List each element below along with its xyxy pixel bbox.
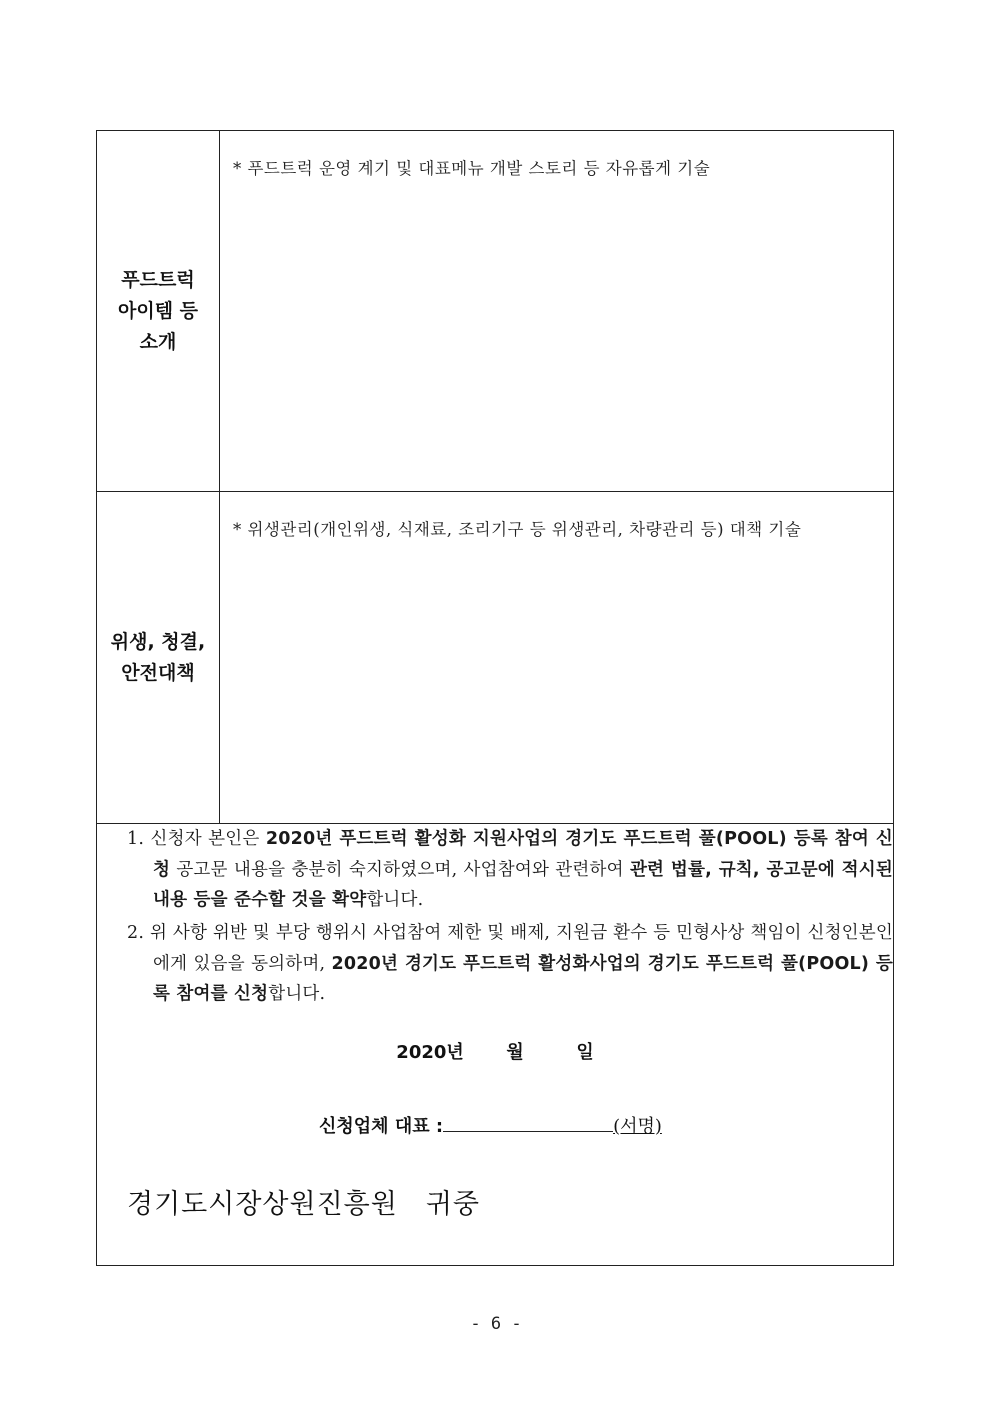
date-month: 월 [506, 1042, 524, 1063]
date-year: 2020년 [396, 1042, 464, 1063]
item-number: 2. [127, 923, 145, 943]
signature-blank[interactable] [443, 1113, 613, 1132]
item-text: 공고문 내용을 충분히 숙지하였으며, 사업참여와 관련하여 [170, 859, 630, 880]
page-number: - 6 - [470, 1314, 522, 1334]
item-bold-text: 2020년 경기도 푸드트럭 활성화사업의 경기도 푸드트럭 풀(POOL) 등록 참여를 신청 [153, 953, 893, 1004]
declaration-section [97, 824, 893, 1266]
intro-section-hint: * 푸드트럭 운영 계기 및 대표메뉴 개발 스토리 등 자유롭게 기술 [233, 159, 711, 178]
intro-section-label [97, 131, 220, 491]
date-day: 일 [576, 1042, 594, 1063]
addressee [127, 1182, 480, 1221]
intro-label-line: 아이템 등 [117, 299, 199, 322]
item-bold-text: 2020년 푸드트럭 활성화 지원사업의 경기도 푸드트럭 풀(POOL) 등록 참여 신청 [153, 829, 894, 880]
hygiene-label-line: 위생, 청결, [110, 630, 206, 653]
hygiene-section-row [97, 492, 893, 824]
item-bold-text: 관련 법률, 규칙, 공고문에 적시된 내용 등을 준수할 것을 확약 [153, 859, 893, 910]
hygiene-section-label [97, 492, 220, 823]
hygiene-label-line: 안전대책 [121, 661, 195, 684]
item-text: 위 사항 위반 및 부당 행위시 사업참여 제한 및 배제, 지원금 환수 등 민형사상 책임이 신청인본인에게 있음을 동의하며, [149, 923, 893, 974]
signature-seal-label: (서명) [613, 1116, 662, 1137]
application-form-table [96, 130, 894, 1266]
signature-line [319, 1112, 662, 1138]
item-text: 합니다. [366, 890, 424, 910]
application-date [97, 1038, 893, 1064]
item-text: 합니다. [268, 984, 326, 1004]
declaration-item-1 [127, 824, 893, 916]
item-text: 신청자 본인은 [150, 829, 266, 849]
item-number: 1. [127, 829, 145, 849]
addressee-org: 경기도시장상원진흥원 [127, 1189, 398, 1220]
hygiene-section-hint: * 위생관리(개인위생, 식재료, 조리기구 등 위생관리, 차량관리 등) 대책 기술 [233, 520, 802, 539]
addressee-suffix: 귀중 [425, 1189, 480, 1220]
intro-label-line: 소개 [139, 330, 177, 353]
intro-section-row [97, 131, 893, 492]
declaration-item-2 [127, 918, 893, 1010]
signature-label: 신청업체 대표 : [319, 1116, 444, 1137]
intro-label-line: 푸드트럭 [121, 268, 195, 291]
